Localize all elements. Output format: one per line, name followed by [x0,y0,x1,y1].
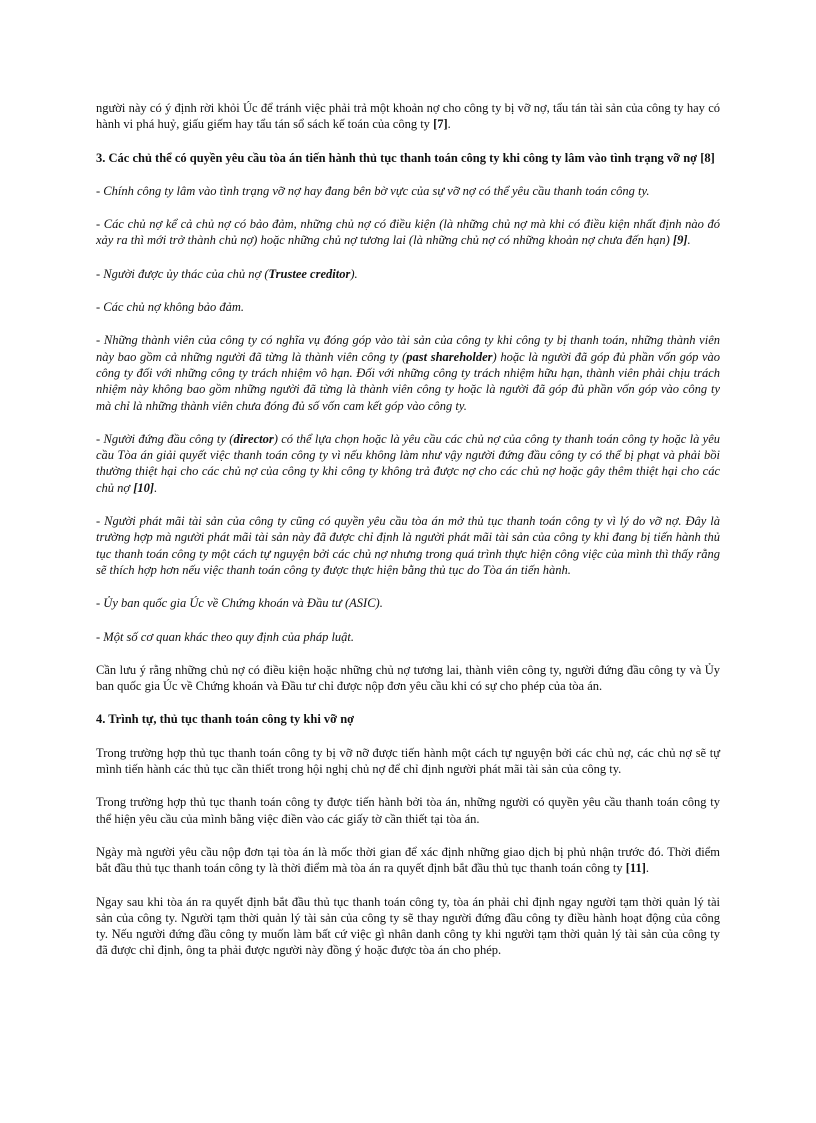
text-run: Cần lưu ý rằng những chủ nợ có điều kiện hoặc những chủ nợ tương lai, thành viên công ty, người đứng đầu công ty và Ủy ban quốc gia Úc về Chứng khoán và Đầu tư chỉ được nộp đơn yêu cầu khi có sự cho phép của tòa án. [96,662,720,694]
paragraph-voluntary [96,745,720,778]
paragraph-note [96,662,720,695]
list-item-liquidator [96,513,720,578]
paragraph-filing-date [96,844,720,877]
text-run: 4. Trình tự, thủ tục thanh toán công ty khi vỡ nợ [96,712,355,727]
text-run: ). [350,266,358,281]
text-run: 3. Các chủ thể có quyền yêu cầu tòa án tiến hành thủ tục thanh toán công ty khi công ty lâm vào tình trạng vỡ nợ [8] [96,150,715,165]
list-item-company [96,183,720,199]
emphasis-text: director [233,431,274,446]
section-heading-3 [96,150,720,166]
list-item-director [96,431,720,496]
section-heading-4 [96,711,720,727]
paragraph-court [96,794,720,827]
emphasis-text: [11] [625,861,646,876]
text-run: - Người phát mãi tài sản của công ty cũng có quyền yêu cầu tòa án mở thủ tục thanh toán công ty vì lý do vỡ nợ. Đây là trường hợp mà người phát mãi tài sản này đã được chỉ định là người phát mãi tài sản của công ty khi đang bị tiến hành thủ tục thanh toán công ty một cách tự nguyện bởi các chủ nợ nhưng trong quá trình thực hiện công việc của mình thì thấy rằng sẽ thích hợp hơn nếu việc thanh toán công ty được thực hiện bằng thủ tục do Tòa án tiến hành. [96,514,720,577]
text-run: - Các chủ nợ kể cả chủ nợ có bảo đảm, những chủ nợ có điều kiện (là những chủ nợ mà khi có điều kiện nhất định nào đó xảy ra thì mới trở thành chủ nợ) hoặc những chủ nợ tương lai (là những chủ nợ có những khoản nợ chưa đến hạn) [96,217,720,248]
text-run: - Những thành viên của công ty có nghĩa vụ đóng góp vào tài sản của công ty khi công ty bị thanh toán, những thành viên này bao gồm cả những người đã từng là thành viên công ty ( [96,333,720,364]
text-run: - Các chủ nợ không bảo đảm. [96,300,244,315]
text-run: . [687,233,691,248]
text-run: Trong trường hợp thủ tục thanh toán công ty được tiến hành bởi tòa án, những người có quyền yêu cầu thanh toán công ty thể hiện yêu cầu của mình bằng việc điền vào các giấy tờ cần thiết tại tòa án. [96,795,720,826]
list-item-other-agencies [96,629,720,645]
text-run: . [447,117,451,132]
list-item-unsecured [96,299,720,315]
text-run: Trong trường hợp thủ tục thanh toán công ty bị vỡ nỡ được tiến hành một cách tự nguyện bởi các chủ nợ, các chủ nợ sẽ tự mình tiến hành các thủ tục cần thiết trong hội nghị chủ nợ để chỉ định người phát mãi tài sản của công ty. [96,745,720,777]
paragraph-intro [96,100,720,133]
list-item-creditors [96,216,720,249]
emphasis-text: Trustee creditor [268,266,351,281]
list-item-trustee [96,266,720,282]
list-item-asic [96,595,720,611]
emphasis-text: [10] [133,480,155,495]
text-run: . [645,861,650,876]
list-item-members [96,332,720,413]
text-run: Ngay sau khi tòa án ra quyết định bắt đầu thủ tục thanh toán công ty, tòa án phải chỉ định ngay người tạm thời quản lý tài sản của công ty. Người tạm thời quản lý tài sản của công ty sẽ thay người đứng đầu công ty điều hành hoạt động của công ty. Nếu người đứng đầu công ty muốn làm bất cứ việc gì nhân danh công ty khi người tạm thời quản lý tài sản của công ty đã được chỉ định, ông ta phải được người này đồng ý hoặc được tòa án cho phép. [96,894,720,958]
text-run: . [154,480,158,495]
emphasis-text: [9] [672,233,688,248]
text-run: - Người đứng đầu công ty ( [96,431,234,446]
paragraph-provisional [96,894,720,959]
text-run: Ngày mà người yêu cầu nộp đơn tại tòa án là mốc thời gian để xác định những giao dịch bị phủ nhận trước đó. Thời điểm bắt đầu thủ tục thanh toán công ty là thời điểm mà tòa án ra quyết định bắt đầu thủ tục thanh toán công ty [96,844,720,876]
text-run: - Một số cơ quan khác theo quy định của pháp luật. [96,629,355,644]
text-run: - Người được ủy thác của chủ nợ ( [96,266,269,281]
document-page [96,100,720,976]
text-run: ) có thể lựa chọn hoặc là yêu cầu các chủ nợ của công ty thanh toán công ty hoặc là yêu cầu Tòa án giải quyết việc thanh toán công ty vì nếu không làm như vậy người đứng đầu công ty có thể bị phạt và phải bồi thường thiệt hại cho các chủ nợ của công ty khi công ty không trả được nợ cho các chủ nợ hoặc gây thêm thiệt hại cho các chủ nợ [96,431,720,495]
text-run: người này có ý định rời khỏi Úc để tránh việc phải trả một khoản nợ cho công ty bị vỡ nợ, tẩu tán tài sản của công ty hay có hành vi phá huỷ, giấu giếm hay tẩu tán sổ sách kế toán của công ty [96,101,720,132]
text-run: ) hoặc là người đã góp đủ phần vốn góp vào công ty đối với những công ty trách nhiệm vô hạn. Đối với những công ty trách nhiệm hữu hạn, thành viên phải chịu trách nhiệm này không bao gồm những người đã từng là thành viên công ty hoặc là người đã góp đủ phần vốn góp vào công ty mà chỉ là những thành viên chưa đóng đủ số vốn cam kết góp vào công ty. [96,349,720,413]
emphasis-text: past shareholder [406,349,493,364]
emphasis-text: [7] [433,117,448,132]
text-run: - Chính công ty lâm vào tình trạng vỡ nợ hay đang bên bờ vực của sự vỡ nợ có thể yêu cầu thanh toán công ty. [96,183,650,198]
text-run: - Ủy ban quốc gia Úc về Chứng khoán và Đầu tư (ASIC). [96,596,383,611]
